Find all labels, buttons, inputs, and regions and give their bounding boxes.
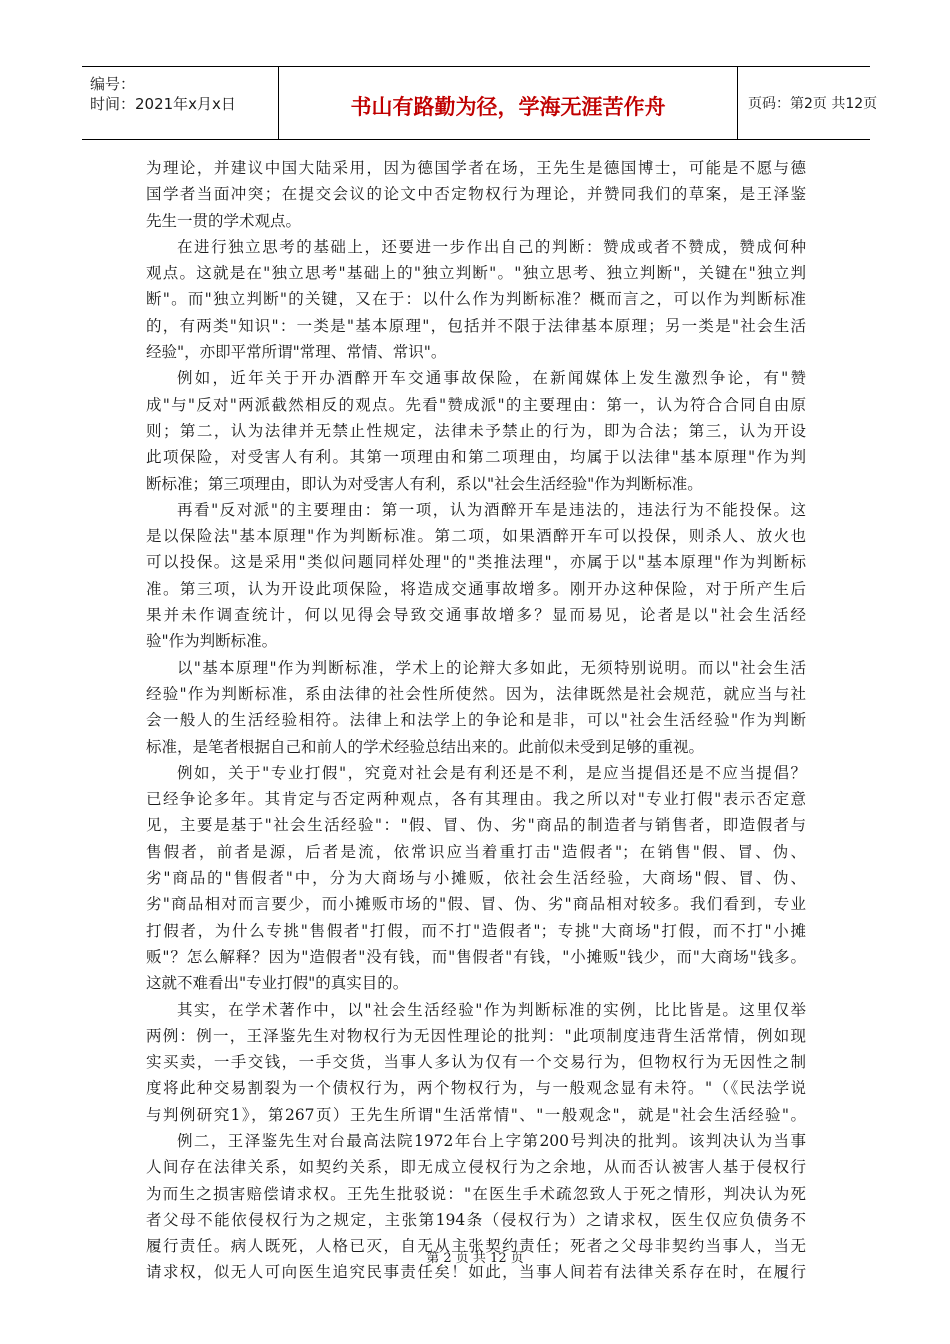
body-line: 劣"商品的"售假者"中，分为大商场与小摊贩，依社会生活经验，大商场"假、冒、伪、	[146, 869, 806, 888]
body-line: 则；第二，认为法律并无禁止性规定，法律未予禁止的行为，即为合法；第三，认为开设	[146, 421, 806, 440]
body-line: 标准，是笔者根据自己和前人的学术经验总结出来的。此前似未受到足够的重视。	[146, 737, 705, 756]
body-line: 其实，在学术著作中，以"社会生活经验"作为判断标准的实例，比比皆是。这里仅举	[177, 1000, 806, 1019]
body-line: 果并未作调查统计，何以见得会导致交通事故增多？显而易见，论者是以"社会生活经	[146, 606, 806, 625]
body-line: 国学者当面冲突；在提交会议的论文中否定物权行为理论，并赞同我们的草案，是王泽鉴	[146, 185, 806, 204]
body-line: 可以投保。这是采用"类似问题同样处理"的"类推法理"，亦属于以"基本原理"作为判断标	[146, 553, 806, 572]
body-line: 这就不难看出"专业打假"的真实目的。	[146, 974, 409, 993]
body-line: 实买卖，一手交钱，一手交货，当事人多认为仅有一个交易行为，但物权行为无因性之制	[146, 1053, 806, 1072]
body-line: 验"作为判断标准。	[146, 632, 278, 651]
body-line: 的，有两类"知识"：一类是"基本原理"，包括并不限于法律基本原理；另一类是"社会生活	[146, 316, 806, 335]
motto-text: 书山有路勤为径，学海无涯苦作舟	[350, 95, 666, 119]
body-line: 在进行独立思考的基础上，还要进一步作出自己的判断：赞成或者不赞成，赞成何种	[177, 237, 806, 256]
body-line: 劣"商品相对而言要少，而小摊贩市场的"假、冒、伪、劣"商品相对较多。我们看到，专业	[146, 895, 806, 914]
body-line: 度将此种交易割裂为一个债权行为，两个物权行为，与一般观念显有未符。"（《民法学说	[146, 1079, 806, 1098]
body-line: 再看"反对派"的主要理由：第一项，认为酒醉开车是违法的，违法行为不能投保。这	[177, 500, 806, 519]
body-line: 断"。而"独立判断"的关键，又在于：以什么作为判断标准？概而言之，可以作为判断标准	[146, 290, 806, 309]
body-line: 经验"作为判断标准，系由法律的社会性所使然。因为，法律既然是社会规范，就应当与社	[146, 684, 806, 703]
body-line: 为理论，并建议中国大陆采用，因为德国学者在场，王先生是德国博士，可能是不愿与德	[146, 159, 806, 177]
body-line: 经验"，亦即平常所谓"常理、常情、常识"。	[146, 343, 447, 362]
body-line: 观点。这就是在"独立思考"基础上的"独立判断"。"独立思考、独立判断"，关键在"独立判	[146, 264, 806, 283]
body-line: 先生一贯的学术观点。	[146, 211, 302, 230]
body-line: 见，主要是基于"社会生活经验"："假、冒、伪、劣"商品的制造者与销售者，即造假者与	[146, 816, 806, 835]
body-line: 成"与"反对"两派截然相反的观点。先看"赞成派"的主要理由：第一，认为符合合同自由原	[146, 395, 806, 414]
body-line: 会一般人的生活经验相符。法律上和法学上的争论和是非，可以"社会生活经验"作为判断	[146, 711, 806, 730]
body-line: 人间存在法律关系，如契约关系，即无成立侵权行为之余地，从而否认被害人基于侵权行	[146, 1158, 806, 1177]
body-line: 与判例研究1》，第267页）王先生所谓"生活常情"、"一般观念"，就是"社会生活经验"。	[146, 1105, 806, 1124]
document-number: 编号：	[90, 75, 136, 93]
body-line: 者父母不能依侵权行为之规定，主张第194条（侵权行为）之请求权，医生仅应负债务不	[146, 1210, 806, 1229]
body-line: 履行责任。病人既死，人格已灭，自无从主张契约责任；死者之父母非契约当事人，当无	[146, 1237, 806, 1256]
header-page-number: 页码：第2页 共12页	[748, 96, 878, 112]
header-page-cell	[738, 67, 878, 139]
document-date: 时间：2021年x月x日	[90, 95, 236, 113]
header-motto-cell	[278, 67, 738, 139]
body-line: 已经争论多年。其肯定与否定两种观点，各有其理由。我之所以对"专业打假"表示否定意	[146, 790, 806, 809]
body-line: 请求权，似无人可向医生追究民事责任矣！如此，当事人间若有法律关系存在时，在履行	[146, 1263, 806, 1282]
body-line: 此项保险，对受害人有利。其第一项理由和第二项理由，均属于以法律"基本原理"作为判	[146, 448, 806, 467]
body-line: 打假者，为什么专挑"售假者"打假，而不打"造假者"；专挑"大商场"打假，而不打"小摊	[146, 921, 806, 940]
body-line: 售假者，前者是源，后者是流，依常识应当着重打击"造假者"；在销售"假、冒、伪、	[146, 842, 806, 861]
body-line: 例二，王泽鉴先生对台最高法院1972年台上字第200号判决的批判。该判决认为当事	[177, 1131, 806, 1150]
body-line: 例如，关于"专业打假"，究竟对社会是有利还是不利，是应当提倡还是不应当提倡？	[177, 763, 806, 782]
body-text	[146, 155, 806, 1286]
body-line: 断标准；第三项理由，即认为对受害人有利，系以"社会生活经验"作为判断标准。	[146, 474, 703, 493]
body-line: 例如，近年关于开办酒醉开车交通事故保险，在新闻媒体上发生激烈争论，有"赞	[177, 369, 806, 388]
body-line: 为而生之损害赔偿请求权。王先生批驳说："在医生手术疏忽致人于死之情形，判决认为死	[146, 1184, 806, 1203]
body-line: 以"基本原理"作为判断标准，学术上的论辩大多如此，无须特别说明。而以"社会生活	[177, 658, 806, 677]
body-line: 是以保险法"基本原理"作为判断标准。第二项，如果酒醉开车可以投保，则杀人、放火也	[146, 527, 806, 546]
header-meta-cell	[82, 67, 278, 139]
body-line: 两例：例一，王泽鉴先生对物权行为无因性理论的批判："此项制度违背生活常情，例如现	[146, 1026, 806, 1045]
page-footer: 第 2 页 共 12 页	[426, 1251, 524, 1266]
header-table	[82, 66, 878, 140]
body-line: 准。第三项，认为开设此项保险，将造成交通事故增多。刚开办这种保险，对于所产生后	[146, 579, 806, 598]
body-line: 贩"？怎么解释？因为"造假者"没有钱，而"售假者"有钱，"小摊贩"钱少，而"大商场"钱多。	[146, 947, 806, 966]
